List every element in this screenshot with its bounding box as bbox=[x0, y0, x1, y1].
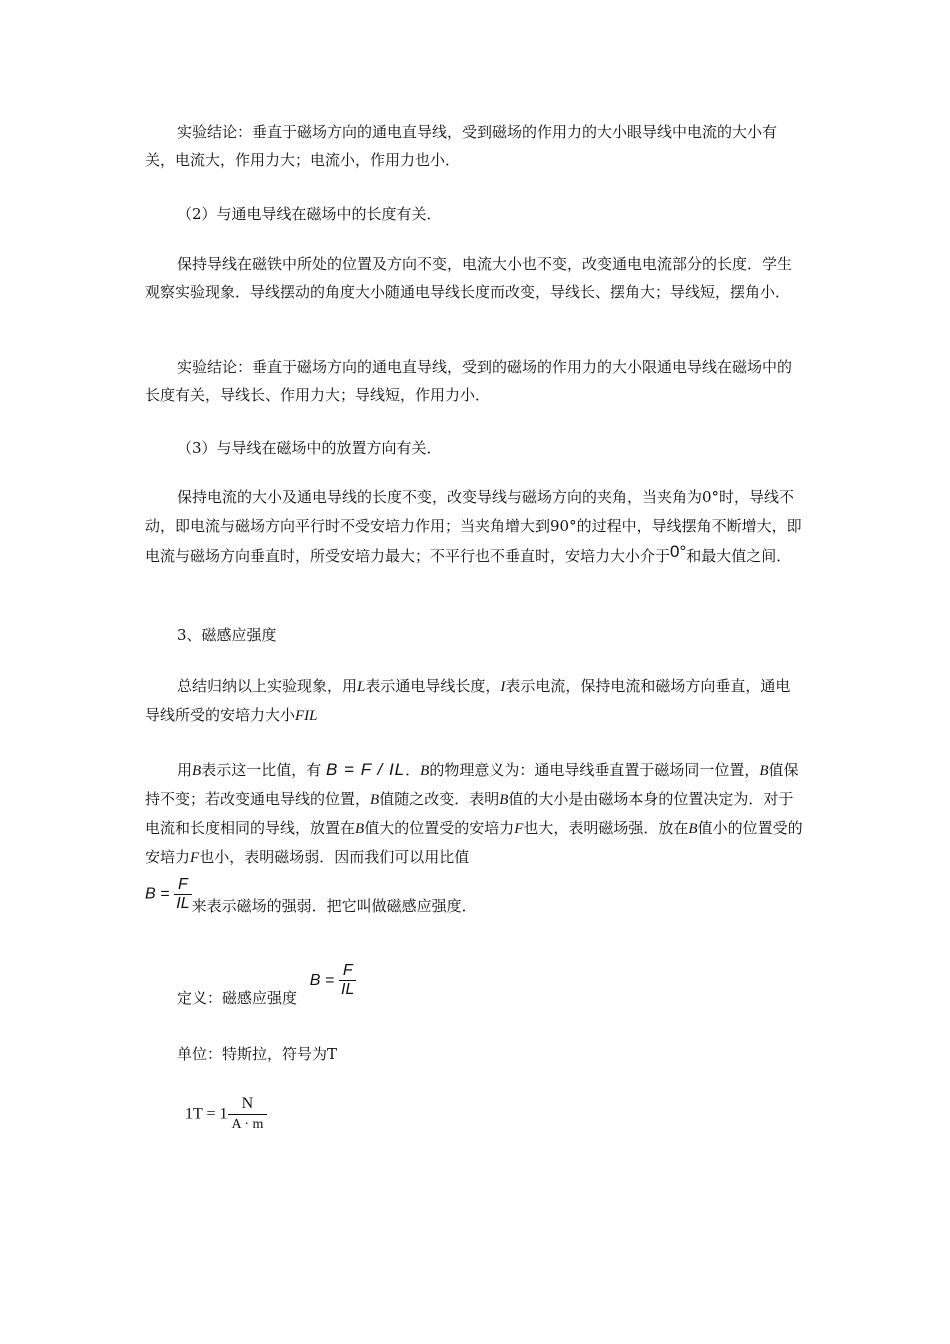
zero-degree-symbol: 0° bbox=[670, 542, 687, 561]
fraction-definition-f-over-il: $\frac{F}{IL}$ bbox=[341, 962, 355, 998]
definition-line: 定义：磁感应强度 B = $\frac{F}{IL}$ bbox=[177, 962, 355, 1007]
paragraph-ratio-definition: 用B表示这一比值，有 B = F / IL．B的物理意义为：通电导线垂直置于磁场同一位置，B值保持不变；若改变通电导线的位置，B值随之改变．表明B值的大小是由磁场本身的位置决定为．对于电流和长度相同的导线，放置在B值大的位置受的安培力F也大，表明磁场强．放在B值小的位置受的安培力F也小，表明磁场弱．因而我们可以用比值 bbox=[145, 760, 803, 866]
paragraph-conclusion-current: 实验结论：垂直于磁场方向的通电直导线，受到磁场的作用力的大小眼导线中电流的大小有关，电流大，作用力大；电流小，作用力也小． bbox=[145, 123, 778, 169]
fraction-f-over-il: $\frac{F}{IL}$ bbox=[176, 876, 190, 912]
paragraph-conclusion-length: 实验结论：垂直于磁场方向的通电直导线，受到的磁场的作用力的大小限通电导线在磁场中的长度有关，导线长、作用力大；导线短，作用力小． bbox=[145, 358, 793, 404]
unit-line: 单位：特斯拉，符号为T bbox=[177, 1045, 338, 1063]
paragraph-direction-experiment: 保持电流的大小及通电导线的长度不变，改变导线与磁场方向的夹角，当夹角为0°时，导线不动，即电流与磁场方向平行时不受安培力作用；当夹角增大到90°的过程中，导线摆角不断增大，即电流与磁场方向垂直时，所受安培力最大；不平行也不垂直时，安培力大小介于0°和最大值之间． bbox=[145, 488, 802, 565]
paragraph-direction-heading: （3）与导线在磁场中的放置方向有关． bbox=[177, 439, 442, 457]
paragraph-length-experiment: 保持导线在磁铁中所处的位置及方向不变，电流大小也不变，改变通电电流部分的长度．学生观察实验现象．导线摆动的角度大小随通电导线长度而改变，导线长、摆角大；导线短，摆角小． bbox=[145, 255, 793, 301]
inline-formula-b-equals-f-over-il: B = F / IL bbox=[325, 760, 406, 779]
fraction-newton-over-ampere-meter: $\frac{N}{A \cdot m}$ bbox=[228, 1094, 268, 1135]
paragraph-summary: 总结归纳以上实验现象，用L表示通电导线长度，I表示电流，保持电流和磁场方向垂直，通电导线所受的安培力大小FIL bbox=[145, 677, 791, 724]
section-heading-magnetic-induction: 3、磁感应强度 bbox=[177, 626, 277, 644]
unit-formula: 1T = 1 $\frac{N}{A \cdot m}$ bbox=[185, 1094, 845, 1135]
paragraph-ratio-formula: B = $\frac{F}{IL}$ 来表示磁场的强弱．把它叫做磁感应强度． bbox=[145, 876, 477, 915]
paragraph-length-heading: （2）与通电导线在磁场中的长度有关． bbox=[177, 205, 442, 223]
